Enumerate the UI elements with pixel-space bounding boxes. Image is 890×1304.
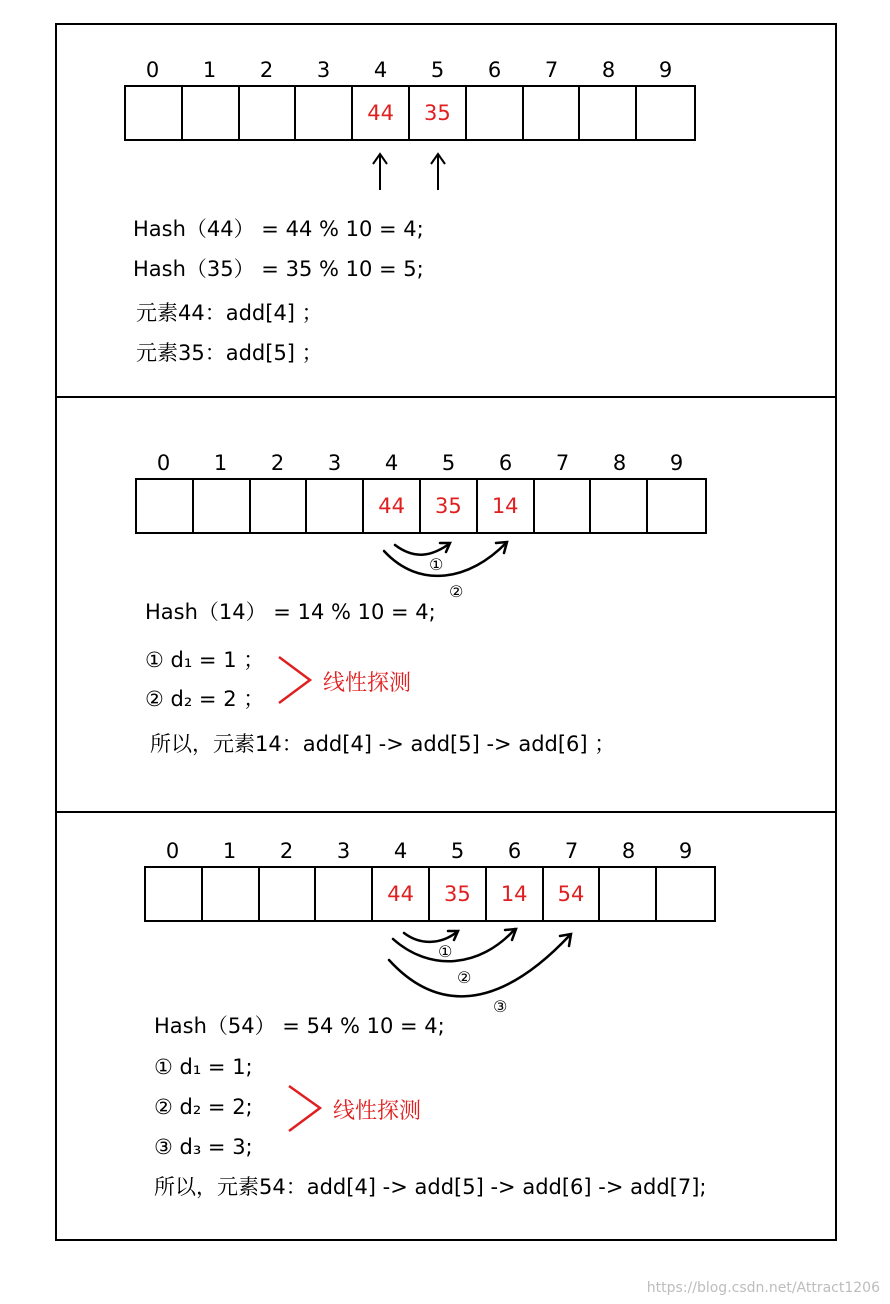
index-label: 6 (507, 839, 522, 863)
index-label: 5 (430, 58, 445, 82)
arc-label-1: ① (429, 555, 444, 574)
table-cell: 35 (430, 868, 487, 920)
index-label: 1 (202, 58, 217, 82)
step-d2: ② d₂ = 2; (154, 1095, 253, 1119)
index-label: 3 (316, 58, 331, 82)
index-label: 5 (441, 451, 456, 475)
index-label: 5 (450, 839, 465, 863)
linear-probe-label: 线性探测 (323, 671, 412, 696)
index-label: 9 (678, 839, 693, 863)
index-label: 0 (156, 451, 171, 475)
step-d3: ③ d₃ = 3; (154, 1135, 253, 1159)
step-d2: ② d₂ = 2 ； (145, 687, 265, 711)
index-label: 2 (270, 451, 285, 475)
table-cell: 44 (353, 87, 410, 139)
step-d1: ① d₁ = 1; (154, 1055, 253, 1079)
index-label: 0 (165, 839, 180, 863)
index-label: 8 (621, 839, 636, 863)
element-44-line: 元素44：add[4] ； (136, 301, 323, 325)
table-cell: 35 (410, 87, 467, 139)
table-cell: 14 (487, 868, 544, 920)
index-label: 1 (213, 451, 228, 475)
hash-14-line: Hash（14） = 14 % 10 = 4; (145, 600, 436, 624)
index-label: 7 (564, 839, 579, 863)
index-label: 8 (612, 451, 627, 475)
index-label: 3 (327, 451, 342, 475)
element-35-line: 元素35：add[5] ； (136, 341, 323, 365)
table-cell: 44 (364, 480, 421, 532)
index-label: 6 (487, 58, 502, 82)
index-label: 4 (393, 839, 408, 863)
watermark: https://blog.csdn.net/Attract1206 (646, 1280, 880, 1296)
index-label: 9 (669, 451, 684, 475)
index-label: 8 (601, 58, 616, 82)
table-cell: 54 (544, 868, 601, 920)
step-d1: ① d₁ = 1 ； (145, 648, 265, 672)
index-label: 2 (279, 839, 294, 863)
index-label: 4 (384, 451, 399, 475)
result-14-line: 所以，元素14：add[4] -> add[5] -> add[6] ； (150, 732, 616, 756)
index-label: 1 (222, 839, 237, 863)
index-label: 6 (498, 451, 513, 475)
hash-44-line: Hash（44） = 44 % 10 = 4; (133, 217, 424, 241)
result-54-line: 所以，元素54：add[4] -> add[5] -> add[6] -> add[7]; (154, 1175, 707, 1199)
index-label: 3 (336, 839, 351, 863)
index-label: 4 (373, 58, 388, 82)
index-label: 2 (259, 58, 274, 82)
index-label: 0 (145, 58, 160, 82)
arc-label-2: ② (457, 968, 472, 987)
arc-label-3: ③ (493, 997, 508, 1016)
table-cell: 14 (478, 480, 535, 532)
index-label: 9 (658, 58, 673, 82)
hash-35-line: Hash（35） = 35 % 10 = 5; (133, 257, 424, 281)
index-label: 7 (544, 58, 559, 82)
table-cell: 44 (373, 868, 430, 920)
arc-label-2: ② (449, 582, 464, 601)
arc-label-1: ① (438, 942, 453, 961)
table-cell: 35 (421, 480, 478, 532)
index-label: 7 (555, 451, 570, 475)
hash-54-line: Hash（54） = 54 % 10 = 4; (154, 1014, 445, 1038)
linear-probe-label: 线性探测 (333, 1099, 422, 1124)
